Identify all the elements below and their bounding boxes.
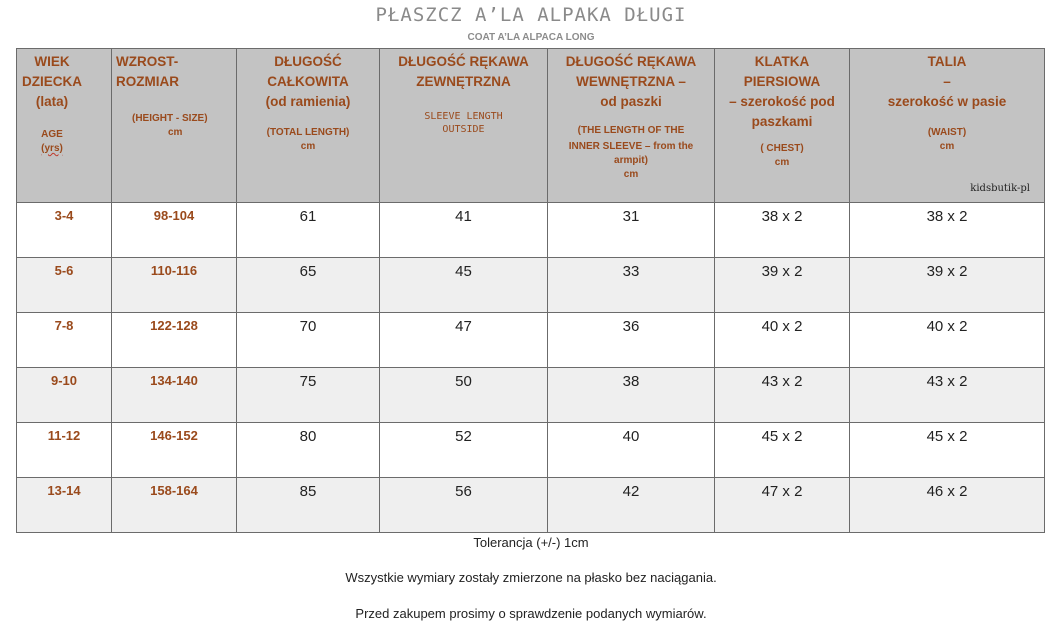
cell-waist: 39 x 2 [850,258,1045,313]
cell-age: 3-4 [17,203,112,258]
cell-sleeve-outside: 47 [380,313,548,368]
table-row [17,478,1045,533]
cell-chest: 45 x 2 [715,423,850,478]
cell-height-size: 98-104 [112,203,237,258]
cell-total-length: 65 [237,258,380,313]
cell-sleeve-inside: 36 [548,313,715,368]
cell-sleeve-inside: 31 [548,203,715,258]
cell-height-size: 110-116 [112,258,237,313]
col-header-sleeve-inside: DŁUGOŚĆ RĘKAWA WEWNĘTRZNA – od paszki (THE LENGTH OF THE INNER SLEEVE – from the armpit) cm [548,49,715,203]
cell-chest: 40 x 2 [715,313,850,368]
cell-waist: 40 x 2 [850,313,1045,368]
cell-chest: 47 x 2 [715,478,850,533]
size-table [16,48,1045,533]
tolerance-note: Tolerancja (+/-) 1cm [473,535,589,550]
col-header-waist: TALIA – szerokość w pasie (WAIST) cm kidsbutik-pl [850,49,1045,203]
cell-height-size: 134-140 [112,368,237,423]
col-header-total-length: DŁUGOŚĆ CAŁKOWITA (od ramienia) (TOTAL LENGTH) cm [237,49,380,203]
cell-sleeve-inside: 38 [548,368,715,423]
cell-sleeve-outside: 50 [380,368,548,423]
cell-sleeve-outside: 56 [380,478,548,533]
page-title: PŁASZCZ A’LA ALPAKA DŁUGI [375,4,687,26]
cell-total-length: 80 [237,423,380,478]
cell-age: 13-14 [17,478,112,533]
col-header-sleeve-outside: DŁUGOŚĆ RĘKAWA ZEWNĘTRZNA SLEEVE LENGTH OUTSIDE [380,49,548,203]
cell-chest: 43 x 2 [715,368,850,423]
header-row [17,49,1045,203]
cell-chest: 39 x 2 [715,258,850,313]
col-header-age: WIEK DZIECKA (lata) AGE (yrs) [17,49,112,203]
col-header-height-size: WZROST- ROZMIAR (HEIGHT - SIZE) cm [112,49,237,203]
table-row [17,313,1045,368]
cell-chest: 38 x 2 [715,203,850,258]
cell-height-size: 146-152 [112,423,237,478]
cell-sleeve-inside: 33 [548,258,715,313]
table-row [17,258,1045,313]
page-subtitle: COAT A’LA ALPACA LONG [467,32,595,43]
measurement-note: Wszystkie wymiary zostały zmierzone na płasko bez naciągania. [345,570,717,585]
cell-sleeve-outside: 52 [380,423,548,478]
cell-total-length: 70 [237,313,380,368]
watermark: kidsbutik-pl [970,183,1030,194]
cell-age: 7-8 [17,313,112,368]
cell-height-size: 122-128 [112,313,237,368]
cell-waist: 38 x 2 [850,203,1045,258]
cell-sleeve-outside: 41 [380,203,548,258]
table-row [17,368,1045,423]
check-note: Przed zakupem prosimy o sprawdzenie podanych wymiarów. [355,606,707,621]
cell-waist: 43 x 2 [850,368,1045,423]
cell-total-length: 85 [237,478,380,533]
cell-age: 5-6 [17,258,112,313]
cell-sleeve-inside: 42 [548,478,715,533]
cell-height-size: 158-164 [112,478,237,533]
table-row [17,423,1045,478]
cell-total-length: 61 [237,203,380,258]
cell-waist: 45 x 2 [850,423,1045,478]
cell-sleeve-inside: 40 [548,423,715,478]
cell-age: 11-12 [17,423,112,478]
cell-age: 9-10 [17,368,112,423]
cell-waist: 46 x 2 [850,478,1045,533]
cell-total-length: 75 [237,368,380,423]
cell-sleeve-outside: 45 [380,258,548,313]
col-header-chest: KLATKA PIERSIOWA – szerokość pod paszkami ( CHEST) cm [715,49,850,203]
table-row [17,203,1045,258]
